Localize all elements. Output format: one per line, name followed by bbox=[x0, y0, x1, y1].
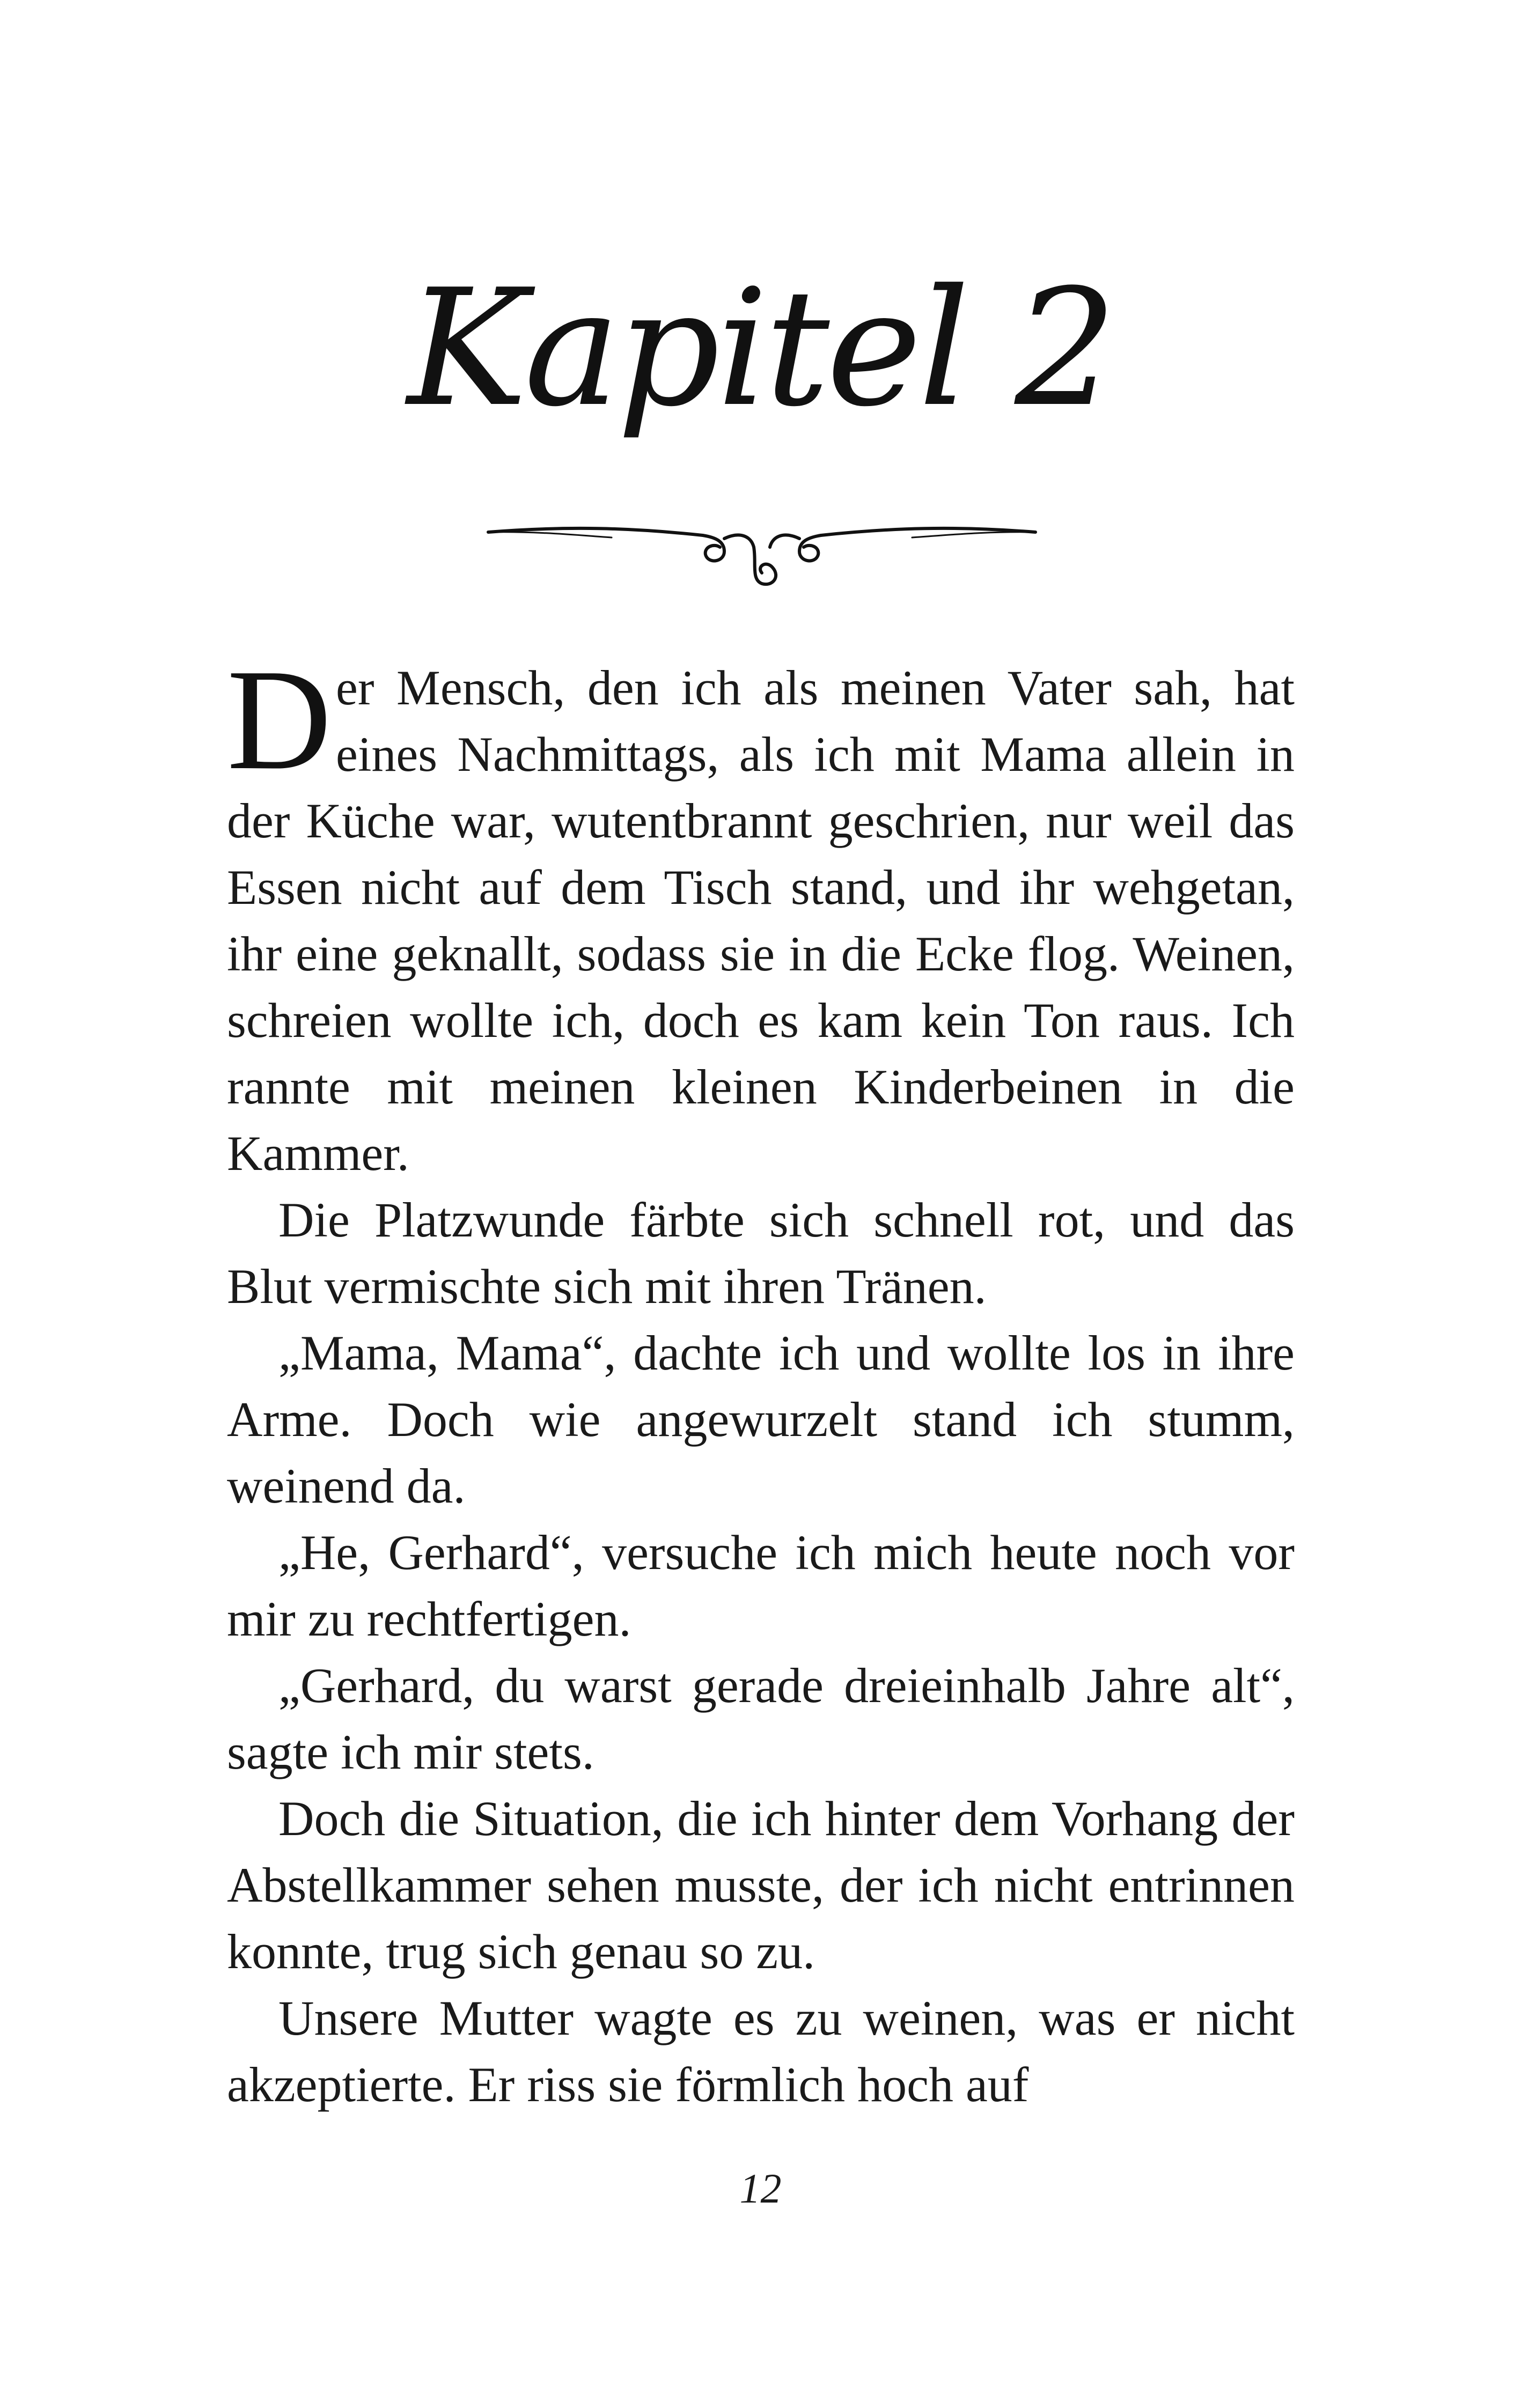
chapter-body bbox=[227, 639, 1295, 2118]
paragraph-7: Unsere Mutter wagte es zu weinen, was er nicht akzeptierte. Er riss sie förmlich hoch auf bbox=[227, 1991, 1295, 2112]
paragraph-4: „He, Gerhard“, versuche ich mich heute noch vor mir zu rechtfertigen. bbox=[227, 1525, 1295, 1646]
page-number: 12 bbox=[739, 2165, 782, 2212]
paragraph-6: Doch die Situation, die ich hinter dem Vorhang der Abstellkammer sehen musste, der ich nicht entrinnen konnte, trug sich genau so zu. bbox=[227, 1791, 1295, 1979]
paragraph-3: „Mama, Mama“, dachte ich und wollte los in ihre Arme. Doch wie angewurzelt stand ich stumm, weinend da. bbox=[227, 1325, 1295, 1513]
paragraph-5: „Gerhard, du warst gerade dreieinhalb Jahre alt“, sagte ich mir stets. bbox=[227, 1658, 1295, 1779]
drop-cap: D bbox=[227, 639, 332, 800]
chapter-title: Kapitel 2 bbox=[407, 255, 1114, 442]
paragraph-2: Die Platzwunde färbte sich schnell rot, und das Blut vermischte sich mit ihren Tränen. bbox=[227, 1192, 1295, 1314]
paragraph-1 bbox=[227, 639, 1295, 1187]
flourish-ornament-icon bbox=[472, 504, 1052, 590]
paragraph-1-text: er Mensch, den ich als meinen Vater sah, hat eines Nachmittags, als ich mit Mama allein in der Küche war, wutentbrannt geschrien, nur weil das Essen nicht auf dem Tisch stand, und ihr wehgetan, ihr eine geknallt, sodass sie in die Ecke flog. Weinen, schreien wollte ich, doch es kam kein Ton raus. Ich rannte mit meinen kleinen Kinderbeinen in die Kammer. bbox=[227, 660, 1295, 1181]
